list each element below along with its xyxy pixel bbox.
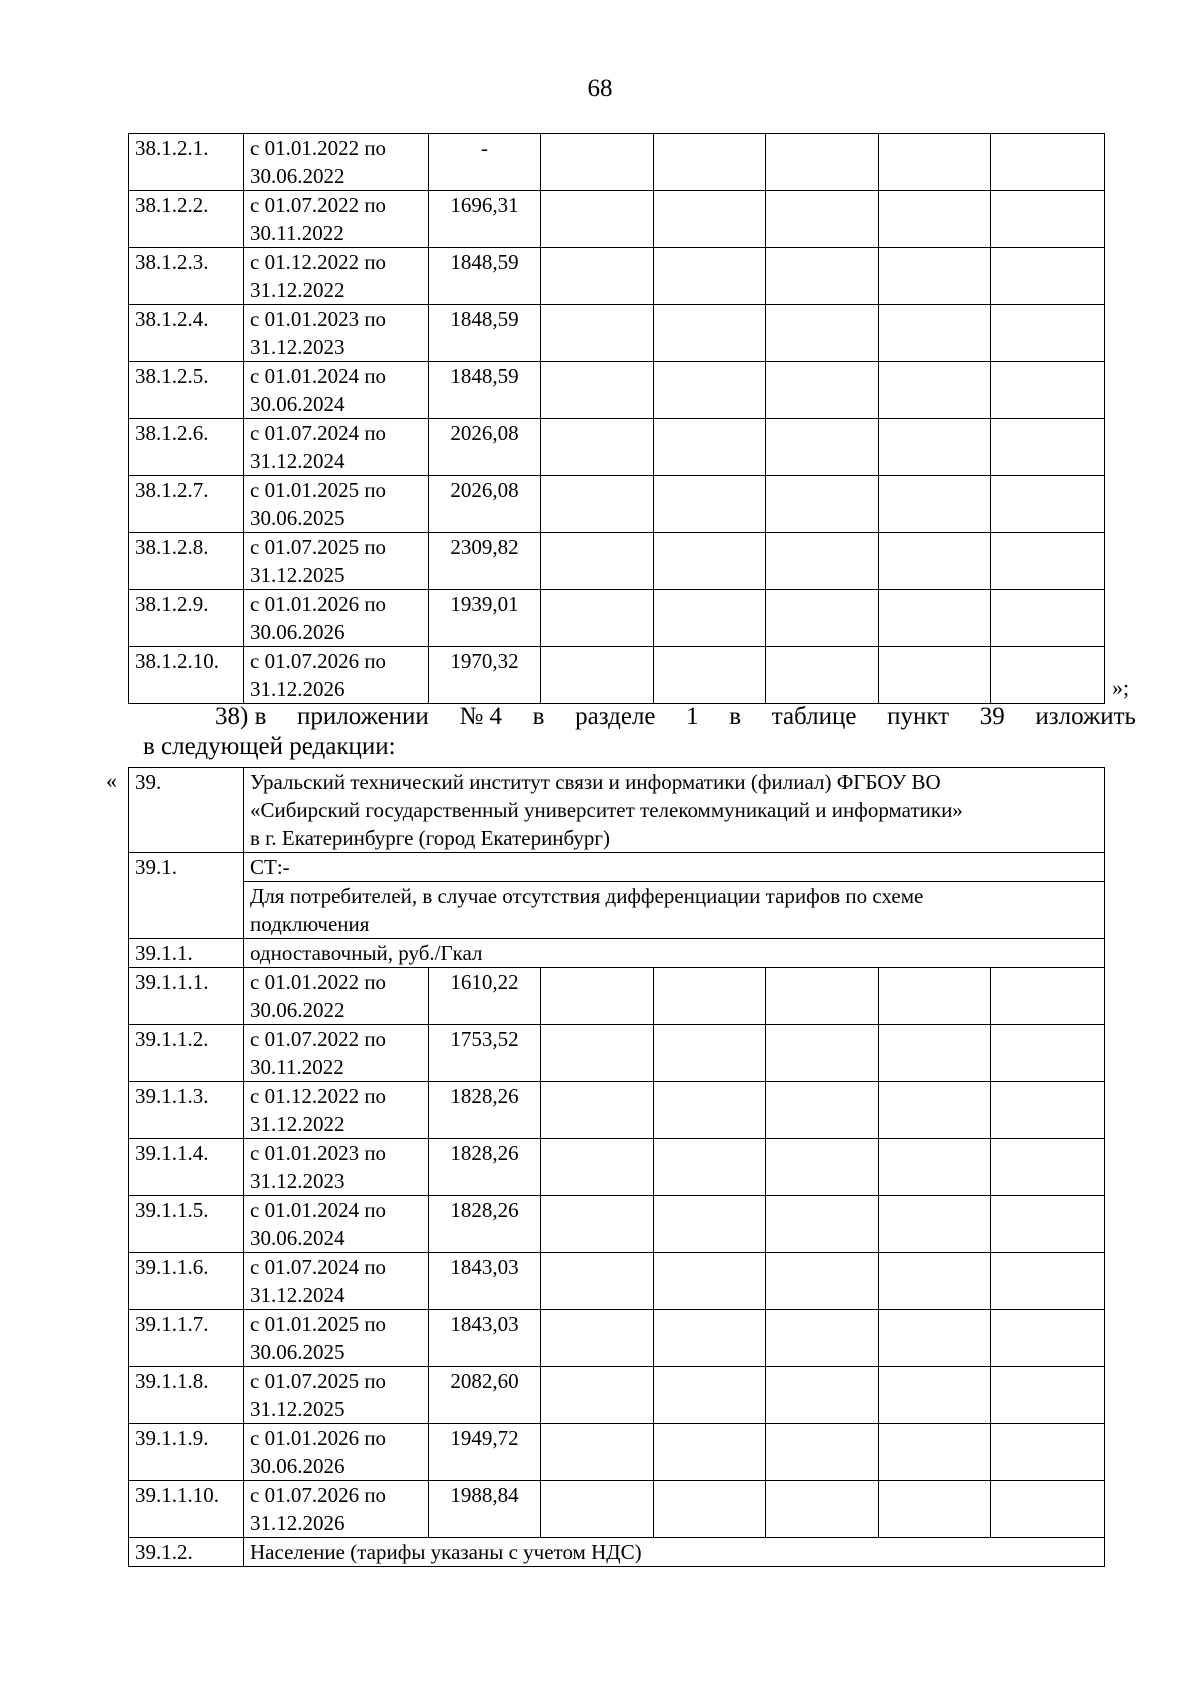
period-start: с 01.01.2026 по bbox=[250, 1426, 387, 1450]
period-start: с 01.01.2022 по bbox=[250, 136, 387, 160]
empty-cell bbox=[541, 134, 654, 191]
row-number: 38.1.2.9. bbox=[129, 590, 244, 647]
empty-cell bbox=[541, 305, 654, 362]
tariff-value: 2082,60 bbox=[429, 1367, 541, 1424]
table-39-body bbox=[129, 768, 1105, 1567]
table-row bbox=[129, 305, 1105, 362]
tariff-value: 1696,31 bbox=[429, 191, 541, 248]
period-start: с 01.01.2024 по bbox=[250, 1198, 387, 1222]
empty-cell bbox=[879, 248, 991, 305]
period-end: 30.06.2025 bbox=[250, 1340, 345, 1364]
tariff-value: 1988,84 bbox=[429, 1481, 541, 1538]
empty-cell bbox=[541, 1424, 654, 1481]
period-cell bbox=[244, 590, 429, 647]
empty-cell bbox=[766, 1310, 879, 1367]
consumers-description bbox=[244, 882, 1105, 939]
tariff-value: 1843,03 bbox=[429, 1253, 541, 1310]
period-end: 30.06.2026 bbox=[250, 620, 345, 644]
row-number: 39.1.1.6. bbox=[129, 1253, 244, 1310]
empty-cell bbox=[654, 1424, 766, 1481]
period-end: 30.06.2022 bbox=[250, 998, 345, 1022]
empty-cell bbox=[991, 191, 1105, 248]
period-end: 30.06.2026 bbox=[250, 1454, 345, 1478]
table-row bbox=[129, 968, 1105, 1025]
period-start: с 01.01.2023 по bbox=[250, 307, 387, 331]
table-row bbox=[129, 1367, 1105, 1424]
table-row bbox=[129, 590, 1105, 647]
period-start: с 01.07.2026 по bbox=[250, 1483, 387, 1507]
tariff-value: 1970,32 bbox=[429, 647, 541, 704]
table-row bbox=[129, 1082, 1105, 1139]
period-cell bbox=[244, 362, 429, 419]
empty-cell bbox=[654, 191, 766, 248]
paragraph-word: 1 bbox=[686, 703, 699, 730]
empty-cell bbox=[541, 1253, 654, 1310]
tariff-value: 1828,26 bbox=[429, 1082, 541, 1139]
row-number: 39.1.1.8. bbox=[129, 1367, 244, 1424]
tariff-value: 1843,03 bbox=[429, 1310, 541, 1367]
period-end: 30.06.2022 bbox=[250, 164, 345, 188]
period-start: с 01.07.2025 по bbox=[250, 1369, 387, 1393]
empty-cell bbox=[766, 968, 879, 1025]
empty-cell bbox=[991, 1424, 1105, 1481]
row-number: 39.1.1.3. bbox=[129, 1082, 244, 1139]
table-row bbox=[129, 1025, 1105, 1082]
organization-name bbox=[244, 768, 1105, 853]
page-number: 68 bbox=[587, 75, 613, 102]
empty-cell bbox=[654, 533, 766, 590]
period-start: с 01.07.2024 по bbox=[250, 1255, 387, 1279]
empty-cell bbox=[541, 1139, 654, 1196]
org-header-row bbox=[129, 768, 1105, 853]
table-row bbox=[129, 1481, 1105, 1538]
period-end: 31.12.2023 bbox=[250, 1169, 345, 1193]
period-cell bbox=[244, 1139, 429, 1196]
empty-cell bbox=[991, 305, 1105, 362]
tariff-value: 2026,08 bbox=[429, 476, 541, 533]
empty-cell bbox=[991, 533, 1105, 590]
empty-cell bbox=[879, 1310, 991, 1367]
row-number: 38.1.2.10. bbox=[129, 647, 244, 704]
row-number: 38.1.2.1. bbox=[129, 134, 244, 191]
empty-cell bbox=[766, 1196, 879, 1253]
period-start: с 01.07.2022 по bbox=[250, 1027, 387, 1051]
empty-cell bbox=[654, 1367, 766, 1424]
period-start: с 01.01.2026 по bbox=[250, 592, 387, 616]
tariff-value: 1949,72 bbox=[429, 1424, 541, 1481]
empty-cell bbox=[766, 1082, 879, 1139]
paragraph-word: 38) в bbox=[215, 703, 267, 730]
table-row bbox=[129, 1424, 1105, 1481]
row-number: 39.1.1.2. bbox=[129, 1025, 244, 1082]
row-number: 38.1.2.4. bbox=[129, 305, 244, 362]
period-start: с 01.12.2022 по bbox=[250, 1084, 387, 1108]
table-row bbox=[129, 248, 1105, 305]
empty-cell bbox=[766, 1424, 879, 1481]
empty-cell bbox=[766, 191, 879, 248]
tariff-value: 1848,59 bbox=[429, 305, 541, 362]
row-number: 39.1.1. bbox=[129, 939, 244, 968]
subsection-row bbox=[129, 939, 1105, 968]
row-number: 38.1.2.3. bbox=[129, 248, 244, 305]
paragraph-word: таблице bbox=[771, 703, 857, 730]
section-row bbox=[129, 853, 1105, 882]
subsection-label: одноставочный, руб./Гкал bbox=[244, 939, 1105, 968]
period-cell bbox=[244, 1310, 429, 1367]
paragraph-word: разделе bbox=[575, 703, 656, 730]
empty-cell bbox=[541, 419, 654, 476]
tariff-value: 1753,52 bbox=[429, 1025, 541, 1082]
row-number: 38.1.2.8. bbox=[129, 533, 244, 590]
empty-cell bbox=[541, 191, 654, 248]
table-row bbox=[129, 1310, 1105, 1367]
empty-cell bbox=[879, 362, 991, 419]
empty-cell bbox=[991, 1367, 1105, 1424]
empty-cell bbox=[879, 1139, 991, 1196]
empty-cell bbox=[879, 191, 991, 248]
empty-cell bbox=[766, 647, 879, 704]
table-row bbox=[129, 134, 1105, 191]
table-38-body bbox=[129, 134, 1105, 704]
empty-cell bbox=[541, 362, 654, 419]
paragraph-word: изложить bbox=[1035, 703, 1136, 730]
row-number: 39.1.1.1. bbox=[129, 968, 244, 1025]
table-row bbox=[129, 647, 1105, 704]
paragraph-word: в bbox=[532, 703, 545, 730]
empty-cell bbox=[654, 1253, 766, 1310]
empty-cell bbox=[654, 362, 766, 419]
empty-cell bbox=[991, 1481, 1105, 1538]
row-number: 39.1.1.5. bbox=[129, 1196, 244, 1253]
empty-cell bbox=[654, 1139, 766, 1196]
empty-cell bbox=[766, 305, 879, 362]
row-number: 38.1.2.6. bbox=[129, 419, 244, 476]
row-number: 38.1.2.7. bbox=[129, 476, 244, 533]
table-row bbox=[129, 1253, 1105, 1310]
period-cell bbox=[244, 968, 429, 1025]
period-start: с 01.12.2022 по bbox=[250, 250, 387, 274]
empty-cell bbox=[879, 590, 991, 647]
table-row bbox=[129, 1139, 1105, 1196]
empty-cell bbox=[541, 1082, 654, 1139]
empty-cell bbox=[991, 590, 1105, 647]
empty-cell bbox=[654, 1196, 766, 1253]
period-cell bbox=[244, 476, 429, 533]
period-cell bbox=[244, 419, 429, 476]
empty-cell bbox=[879, 419, 991, 476]
empty-cell bbox=[766, 1025, 879, 1082]
period-cell bbox=[244, 305, 429, 362]
empty-cell bbox=[879, 1253, 991, 1310]
empty-cell bbox=[654, 1082, 766, 1139]
period-end: 30.11.2022 bbox=[250, 221, 344, 245]
period-end: 31.12.2026 bbox=[250, 1511, 345, 1535]
empty-cell bbox=[766, 1253, 879, 1310]
org-name-line: Уральский технический институт связи и информатики (филиал) ФГБОУ ВО bbox=[250, 770, 941, 794]
empty-cell bbox=[879, 1196, 991, 1253]
empty-cell bbox=[991, 1253, 1105, 1310]
period-start: с 01.01.2025 по bbox=[250, 478, 387, 502]
empty-cell bbox=[654, 305, 766, 362]
period-cell bbox=[244, 1196, 429, 1253]
empty-cell bbox=[991, 476, 1105, 533]
empty-cell bbox=[541, 1481, 654, 1538]
empty-cell bbox=[766, 1481, 879, 1538]
period-end: 31.12.2022 bbox=[250, 1112, 345, 1136]
period-cell bbox=[244, 191, 429, 248]
consumers-line: Для потребителей, в случае отсутствия дифференциации тарифов по схеме bbox=[250, 884, 924, 908]
row-number: 39.1. bbox=[129, 853, 244, 939]
empty-cell bbox=[654, 647, 766, 704]
empty-cell bbox=[879, 476, 991, 533]
tariff-value: 1939,01 bbox=[429, 590, 541, 647]
period-start: с 01.07.2026 по bbox=[250, 649, 387, 673]
org-name-line: в г. Екатеринбурге (город Екатеринбург) bbox=[250, 826, 611, 850]
row-number: 38.1.2.5. bbox=[129, 362, 244, 419]
period-cell bbox=[244, 1367, 429, 1424]
empty-cell bbox=[879, 1367, 991, 1424]
empty-cell bbox=[766, 134, 879, 191]
empty-cell bbox=[766, 533, 879, 590]
empty-cell bbox=[766, 362, 879, 419]
table-row bbox=[129, 362, 1105, 419]
empty-cell bbox=[541, 968, 654, 1025]
period-cell bbox=[244, 647, 429, 704]
period-start: с 01.01.2023 по bbox=[250, 1141, 387, 1165]
empty-cell bbox=[766, 419, 879, 476]
empty-cell bbox=[766, 248, 879, 305]
empty-cell bbox=[879, 968, 991, 1025]
paragraph-word: 39 bbox=[979, 703, 1005, 730]
period-start: с 01.01.2025 по bbox=[250, 1312, 387, 1336]
period-start: с 01.07.2025 по bbox=[250, 535, 387, 559]
consumers-row bbox=[129, 882, 1105, 939]
empty-cell bbox=[654, 590, 766, 647]
empty-cell bbox=[991, 1025, 1105, 1082]
period-start: с 01.07.2022 по bbox=[250, 193, 387, 217]
empty-cell bbox=[541, 1367, 654, 1424]
tariff-value: 1848,59 bbox=[429, 248, 541, 305]
period-end: 31.12.2022 bbox=[250, 278, 345, 302]
empty-cell bbox=[991, 1082, 1105, 1139]
paragraph-word: в bbox=[729, 703, 742, 730]
empty-cell bbox=[991, 1310, 1105, 1367]
period-cell bbox=[244, 134, 429, 191]
tariff-value: 2309,82 bbox=[429, 533, 541, 590]
row-number: 39.1.2. bbox=[129, 1538, 244, 1567]
tariff-table-39 bbox=[128, 767, 1105, 1567]
paragraph-word: № 4 bbox=[459, 703, 503, 730]
period-cell bbox=[244, 1424, 429, 1481]
period-cell bbox=[244, 248, 429, 305]
table-row bbox=[129, 476, 1105, 533]
period-end: 30.06.2025 bbox=[250, 506, 345, 530]
period-cell bbox=[244, 1082, 429, 1139]
row-number: 39.1.1.4. bbox=[129, 1139, 244, 1196]
empty-cell bbox=[541, 533, 654, 590]
tariff-value: 1828,26 bbox=[429, 1196, 541, 1253]
period-end: 31.12.2024 bbox=[250, 449, 345, 473]
empty-cell bbox=[991, 1139, 1105, 1196]
empty-cell bbox=[879, 134, 991, 191]
period-cell bbox=[244, 533, 429, 590]
empty-cell bbox=[654, 248, 766, 305]
tariff-value: - bbox=[429, 134, 541, 191]
empty-cell bbox=[766, 1367, 879, 1424]
period-cell bbox=[244, 1025, 429, 1082]
empty-cell bbox=[654, 134, 766, 191]
period-cell bbox=[244, 1481, 429, 1538]
period-end: 31.12.2026 bbox=[250, 677, 345, 701]
period-end: 31.12.2025 bbox=[250, 1397, 345, 1421]
paragraph-word: пункт bbox=[887, 703, 950, 730]
table-row bbox=[129, 419, 1105, 476]
tariff-value: 1610,22 bbox=[429, 968, 541, 1025]
period-end: 31.12.2023 bbox=[250, 335, 345, 359]
empty-cell bbox=[879, 1082, 991, 1139]
period-end: 30.06.2024 bbox=[250, 392, 345, 416]
period-end: 31.12.2025 bbox=[250, 563, 345, 587]
empty-cell bbox=[879, 305, 991, 362]
opening-quote-mark: « bbox=[106, 768, 117, 793]
row-number: 39.1.1.10. bbox=[129, 1481, 244, 1538]
empty-cell bbox=[991, 1196, 1105, 1253]
empty-cell bbox=[654, 476, 766, 533]
empty-cell bbox=[991, 362, 1105, 419]
table-row bbox=[129, 533, 1105, 590]
row-number: 39.1.1.7. bbox=[129, 1310, 244, 1367]
empty-cell bbox=[654, 968, 766, 1025]
empty-cell bbox=[991, 134, 1105, 191]
period-end: 31.12.2024 bbox=[250, 1283, 345, 1307]
population-label: Население (тарифы указаны с учетом НДС) bbox=[244, 1538, 1105, 1567]
empty-cell bbox=[991, 248, 1105, 305]
empty-cell bbox=[879, 533, 991, 590]
closing-quote-mark: »; bbox=[1112, 675, 1130, 700]
empty-cell bbox=[541, 476, 654, 533]
empty-cell bbox=[541, 647, 654, 704]
population-row bbox=[129, 1538, 1105, 1567]
empty-cell bbox=[541, 1196, 654, 1253]
empty-cell bbox=[879, 1424, 991, 1481]
period-end: 30.06.2024 bbox=[250, 1226, 345, 1250]
row-number: 38.1.2.2. bbox=[129, 191, 244, 248]
empty-cell bbox=[879, 1025, 991, 1082]
paragraph-line-1 bbox=[143, 702, 1136, 732]
empty-cell bbox=[766, 476, 879, 533]
period-cell bbox=[244, 1253, 429, 1310]
empty-cell bbox=[766, 590, 879, 647]
period-start: с 01.01.2024 по bbox=[250, 364, 387, 388]
empty-cell bbox=[991, 419, 1105, 476]
paragraph-word: приложении bbox=[297, 703, 429, 730]
org-name-line: «Сибирский государственный университет телекоммуникаций и информатики» bbox=[250, 798, 963, 822]
tariff-table-38 bbox=[128, 133, 1105, 704]
empty-cell bbox=[991, 968, 1105, 1025]
tariff-value: 2026,08 bbox=[429, 419, 541, 476]
table-row bbox=[129, 191, 1105, 248]
empty-cell bbox=[766, 1139, 879, 1196]
empty-cell bbox=[654, 1025, 766, 1082]
tariff-value: 1848,59 bbox=[429, 362, 541, 419]
row-number: 39.1.1.9. bbox=[129, 1424, 244, 1481]
empty-cell bbox=[541, 590, 654, 647]
row-number: 39. bbox=[129, 768, 244, 853]
paragraph-line-2: в следующей редакции: bbox=[143, 733, 396, 760]
empty-cell bbox=[541, 1025, 654, 1082]
empty-cell bbox=[541, 1310, 654, 1367]
period-start: с 01.07.2024 по bbox=[250, 421, 387, 445]
period-end: 30.11.2022 bbox=[250, 1055, 344, 1079]
empty-cell bbox=[541, 248, 654, 305]
consumers-line: подключения bbox=[250, 912, 370, 936]
empty-cell bbox=[879, 647, 991, 704]
empty-cell bbox=[654, 1310, 766, 1367]
empty-cell bbox=[991, 647, 1105, 704]
table-row bbox=[129, 1196, 1105, 1253]
amendment-paragraph bbox=[143, 702, 1136, 762]
period-start: с 01.01.2022 по bbox=[250, 970, 387, 994]
empty-cell bbox=[654, 419, 766, 476]
empty-cell bbox=[654, 1481, 766, 1538]
empty-cell bbox=[879, 1481, 991, 1538]
st-label: СТ:- bbox=[244, 853, 1105, 882]
tariff-value: 1828,26 bbox=[429, 1139, 541, 1196]
